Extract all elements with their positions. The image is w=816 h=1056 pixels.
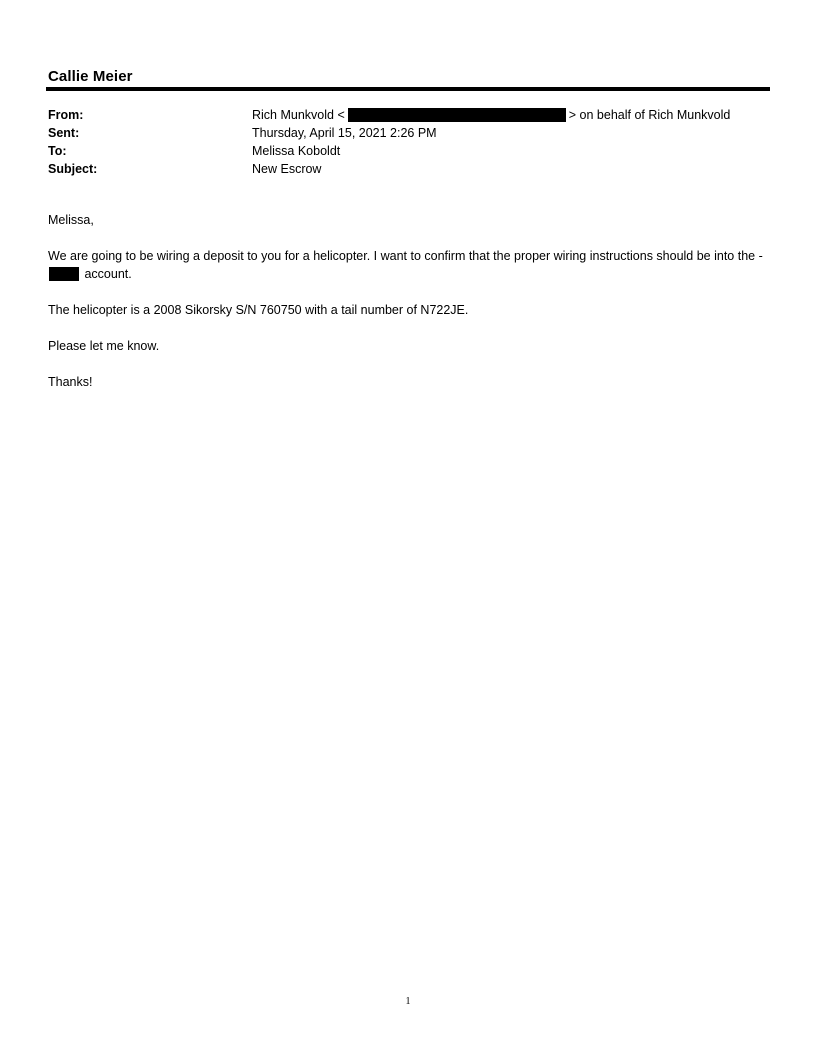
email-body [48,211,770,409]
redacted-email-block [348,108,566,122]
body-paragraph-helicopter: The helicopter is a 2008 Sikorsky S/N 760750 with a tail number of N722JE. [48,303,469,317]
email-open-bracket: < [337,108,345,122]
from-label: From: [48,108,84,122]
subject-row [48,160,770,178]
email-header-fields [48,106,770,178]
page-number: 1 [405,996,411,1007]
header-divider [46,87,770,91]
sent-value: Thursday, April 15, 2021 2:26 PM [252,126,437,140]
body-paragraph-wiring [48,247,770,283]
to-row [48,142,770,160]
on-behalf-of-text: > on behalf of Rich Munkvold [568,108,731,122]
sent-label: Sent: [48,126,80,140]
body-paragraph-request: Please let me know. [48,339,160,353]
redacted-account-block [49,267,79,281]
wiring-text-before: We are going to be wiring a deposit to you for a helicopter. I want to confirm that the proper wiring instructions should be into the - [48,249,763,263]
subject-value: New Escrow [252,162,322,176]
sent-row [48,124,770,142]
greeting: Melissa, [48,213,94,227]
to-value: Melissa Koboldt [252,144,341,158]
from-value [252,106,730,124]
subject-label: Subject: [48,162,98,176]
sender-name: Rich Munkvold [252,108,334,122]
closing: Thanks! [48,375,93,389]
from-row [48,106,770,124]
wiring-text-after: account. [81,267,132,281]
to-label: To: [48,144,67,158]
mailbox-owner-name: Callie Meier [48,68,133,85]
